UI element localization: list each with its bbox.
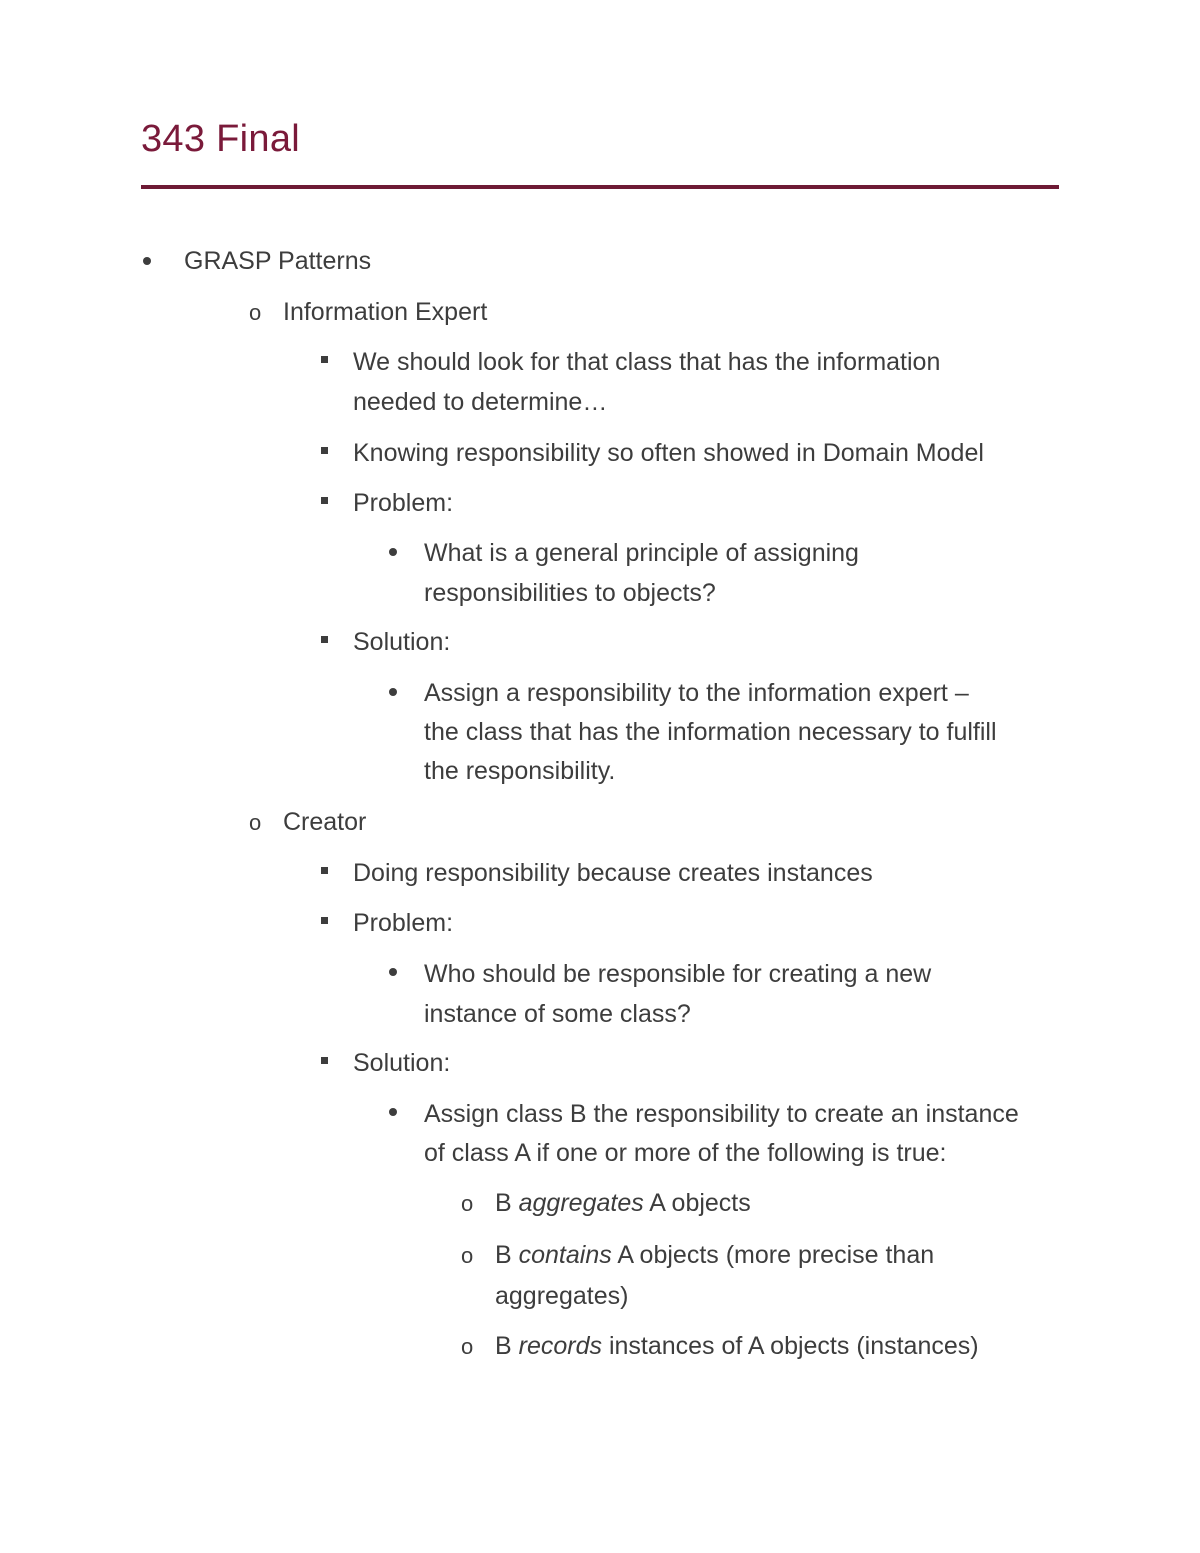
list-item-condition <box>495 1183 751 1223</box>
list-item-solution: Solution: <box>353 628 451 656</box>
bullet-square-icon <box>321 867 328 874</box>
condition-emphasis: contains <box>518 1241 612 1269</box>
condition-emphasis: records <box>518 1332 602 1360</box>
bullet-circle-icon: o <box>461 1243 474 1268</box>
list-item-condition <box>495 1326 979 1366</box>
outline-item-creator: Creator <box>283 808 367 836</box>
outline-item-info-expert: Information Expert <box>283 298 488 326</box>
document-title: 343 Final <box>141 118 301 160</box>
bullet-circle-icon: o <box>461 1191 474 1216</box>
list-item-problem: Problem: <box>353 909 454 937</box>
bullet-dot-icon <box>389 968 397 976</box>
list-item: Who should be responsible for creating a new <box>424 960 932 988</box>
list-item-continuation: the class that has the information necessary to fulfill <box>424 718 997 746</box>
bullet-dot-icon <box>389 688 397 696</box>
list-item: We should look for that class that has the information <box>353 348 941 376</box>
bullet-square-icon <box>321 1057 328 1064</box>
condition-emphasis: aggregates <box>518 1189 644 1217</box>
list-item-continuation: instance of some class? <box>424 1000 691 1028</box>
list-item-continuation: the responsibility. <box>424 757 616 785</box>
list-item-condition <box>495 1235 934 1275</box>
list-item-solution: Solution: <box>353 1049 451 1077</box>
list-item: What is a general principle of assigning <box>424 539 859 567</box>
list-item: Doing responsibility because creates instances <box>353 859 873 887</box>
bullet-square-icon <box>321 497 328 504</box>
list-item: Knowing responsibility so often showed in Domain Model <box>353 439 984 467</box>
condition-text: A objects <box>643 1189 751 1217</box>
bullet-dot-icon <box>389 548 397 556</box>
list-item: Assign class B the responsibility to create an instance <box>424 1100 1019 1128</box>
title-divider <box>141 185 1059 189</box>
list-item-continuation: needed to determine… <box>353 388 608 416</box>
list-item-problem: Problem: <box>353 489 454 517</box>
bullet-dot-icon <box>143 257 151 265</box>
condition-text: B <box>495 1332 519 1360</box>
bullet-circle-icon: o <box>249 810 262 835</box>
list-item-continuation: aggregates) <box>495 1282 629 1310</box>
condition-text: B <box>495 1189 519 1217</box>
bullet-square-icon <box>321 636 328 643</box>
condition-text: A objects (more precise than <box>611 1241 935 1269</box>
list-item-continuation: of class A if one or more of the following is true: <box>424 1139 947 1167</box>
bullet-square-icon <box>321 356 328 363</box>
bullet-circle-icon: o <box>461 1334 474 1359</box>
bullet-dot-icon <box>389 1108 397 1116</box>
bullet-square-icon <box>321 917 328 924</box>
condition-text: B <box>495 1241 519 1269</box>
list-item-continuation: responsibilities to objects? <box>424 579 716 607</box>
outline-item-grasp: GRASP Patterns <box>184 247 372 275</box>
bullet-square-icon <box>321 447 328 454</box>
bullet-circle-icon: o <box>249 300 262 325</box>
condition-text: instances of A objects (instances) <box>602 1332 979 1360</box>
list-item: Assign a responsibility to the information expert – <box>424 679 969 707</box>
